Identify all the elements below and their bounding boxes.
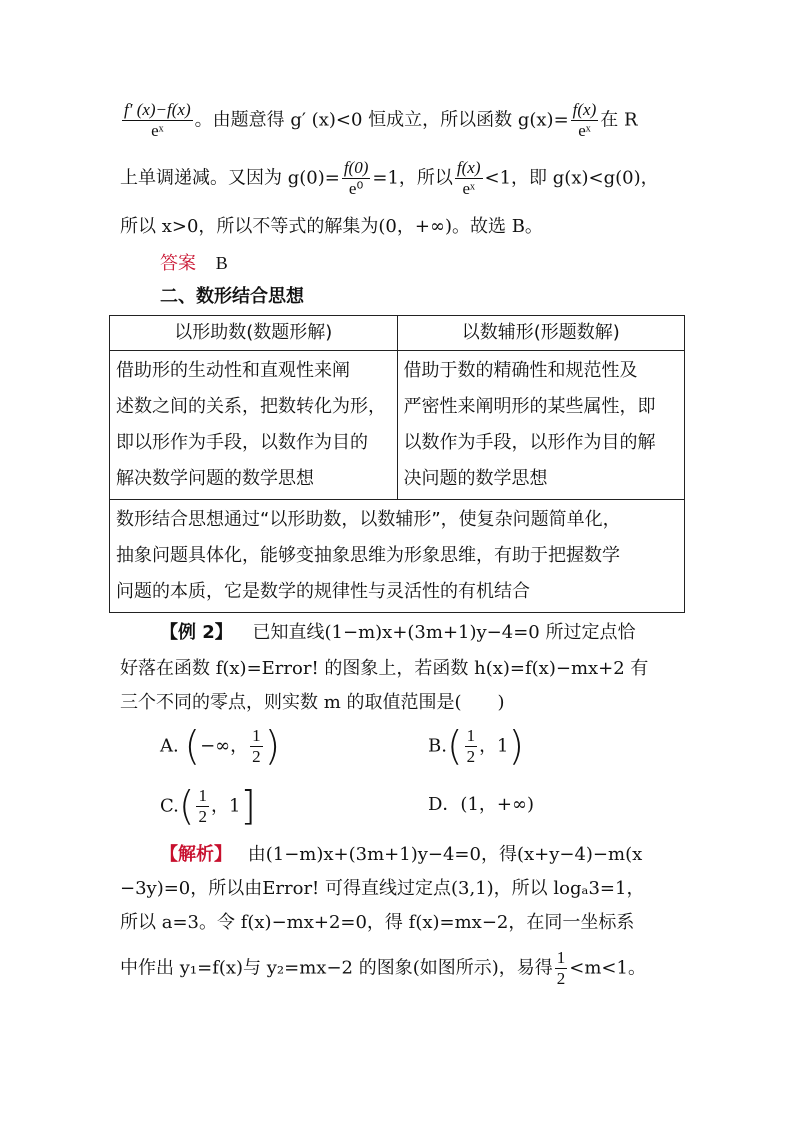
fraction-numerator: f(0) xyxy=(343,158,369,177)
fraction xyxy=(342,158,371,199)
example-text: 已知直线(1−m)x+(3m+1)y−4=0 所过定点恰 xyxy=(252,622,636,643)
fraction xyxy=(250,726,263,767)
analysis-line-3: 所以 a=3。令 f(x)−mx+2=0，得 f(x)=mx−2，在同一坐标系 xyxy=(120,912,635,933)
cell-line: 抽象问题具体化，能够变抽象思维为形象思维，有助于把握数学 xyxy=(116,545,620,566)
answer-value: B xyxy=(215,253,228,273)
right-paren: ) xyxy=(508,723,525,770)
cell-line: 解决数学问题的数学思想 xyxy=(116,468,314,489)
option-a xyxy=(160,723,281,770)
line-text: =1，所以 xyxy=(372,167,453,189)
fraction-denominator: eˣ xyxy=(151,121,164,140)
option-a-body: −∞， xyxy=(200,735,249,757)
left-paren: ( xyxy=(446,723,463,770)
cell-line: 严密性来阐明形的某些属性，即 xyxy=(403,396,656,417)
table-cell-right xyxy=(397,351,685,500)
cell-line: 数形结合思想通过“以形助数，以数辅形”，使复杂问题简单化， xyxy=(116,509,621,530)
option-b-label: B. xyxy=(428,735,447,757)
table-header-left: 以形助数(数题形解) xyxy=(110,316,398,351)
left-paren: ( xyxy=(184,723,201,770)
fraction xyxy=(571,100,599,141)
fraction-denominator: 2 xyxy=(466,747,476,766)
option-c xyxy=(160,783,257,830)
example-tag: 【例 2】 xyxy=(160,622,233,643)
line-text: 在 R xyxy=(600,109,638,131)
option-c-label: C. xyxy=(160,795,179,817)
fraction-denominator: 2 xyxy=(198,807,207,826)
example-line-1 xyxy=(160,620,635,646)
cell-line: 问题的本质，它是数学的规律性与灵活性的有机结合 xyxy=(116,581,530,602)
analysis-text: 中作出 y₁=f(x)与 y₂=mx−2 的图象(如图所示)，易得 xyxy=(120,957,553,979)
table-summary-cell xyxy=(110,500,685,613)
fraction-numerator: f′ (x)−f(x) xyxy=(124,100,191,119)
option-c-tail: ，1 xyxy=(210,795,241,817)
fraction xyxy=(555,948,568,989)
fraction xyxy=(196,786,209,827)
analysis-text-end: <m<1。 xyxy=(569,957,646,979)
analysis-tag: 【解析】 xyxy=(160,844,232,865)
fraction-denominator: eˣ xyxy=(462,179,475,198)
fraction xyxy=(455,158,483,199)
fraction xyxy=(465,726,478,767)
cell-line: 借助形的生动性和直观性来阐 xyxy=(116,360,350,381)
fraction-denominator: 2 xyxy=(556,969,566,988)
right-paren: ) xyxy=(264,723,281,770)
fraction-numerator: f(x) xyxy=(456,158,481,177)
cell-line: 决问题的数学思想 xyxy=(403,468,548,489)
analysis-line-2: −3y)=0，所以由Error! 可得直线过定点(3,1)，所以 logₐ3=1， xyxy=(120,878,645,899)
line-1 xyxy=(120,100,638,141)
fraction-numerator: 1 xyxy=(252,726,261,745)
cell-line: 借助于数的精确性和规范性及 xyxy=(403,360,638,381)
option-a-label: A. xyxy=(160,735,179,757)
answer-line xyxy=(160,250,228,277)
analysis-text: 由(1−m)x+(3m+1)y−4=0，得(x+y−4)−m(x xyxy=(247,844,643,865)
analysis-line-4 xyxy=(120,948,646,989)
cell-line: 述数之间的关系，把数转化为形， xyxy=(116,396,386,417)
left-paren: ( xyxy=(178,783,195,830)
line-2 xyxy=(120,158,659,199)
cell-line: 以数作为手段，以形作为目的解 xyxy=(403,432,656,453)
example-line-2: 好落在函数 f(x)=Error! 的图象上，若函数 h(x)=f(x)−mx+2 有 xyxy=(120,658,649,679)
option-d: D．(1，+∞) xyxy=(428,794,535,815)
fraction xyxy=(122,100,193,141)
right-bracket: ] xyxy=(240,783,257,830)
option-b xyxy=(428,723,525,770)
answer-label: 答案 xyxy=(160,253,196,274)
line-text: <1，即 g(x)<g(0)， xyxy=(484,167,659,189)
cell-line: 即以形作为手段，以数作为目的 xyxy=(116,432,368,453)
fraction-numerator: 1 xyxy=(466,726,476,745)
section-title: 二、数形结合思想 xyxy=(160,286,304,307)
example-line-3: 三个不同的零点，则实数 m 的取值范围是( ) xyxy=(120,692,505,713)
fraction-denominator: e⁰ xyxy=(348,179,364,198)
analysis-line-1 xyxy=(160,842,642,868)
fraction-denominator: 2 xyxy=(252,747,261,766)
line-3: 所以 x>0，所以不等式的解集为(0，+∞)。故选 B。 xyxy=(120,216,543,237)
comparison-table xyxy=(109,315,685,613)
option-b-tail: ，1 xyxy=(479,735,509,757)
fraction-numerator: 1 xyxy=(556,948,566,967)
fraction-numerator: 1 xyxy=(198,786,207,805)
fraction-denominator: eˣ xyxy=(578,121,591,140)
line-text: 上单调递减。又因为 g(0)= xyxy=(120,167,340,189)
fraction-numerator: f(x) xyxy=(572,100,597,119)
table-cell-left xyxy=(110,351,398,500)
table-header-right: 以数辅形(形题数解) xyxy=(397,316,685,351)
line-text: 。由题意得 g′ (x)<0 恒成立，所以函数 g(x)= xyxy=(194,109,569,131)
